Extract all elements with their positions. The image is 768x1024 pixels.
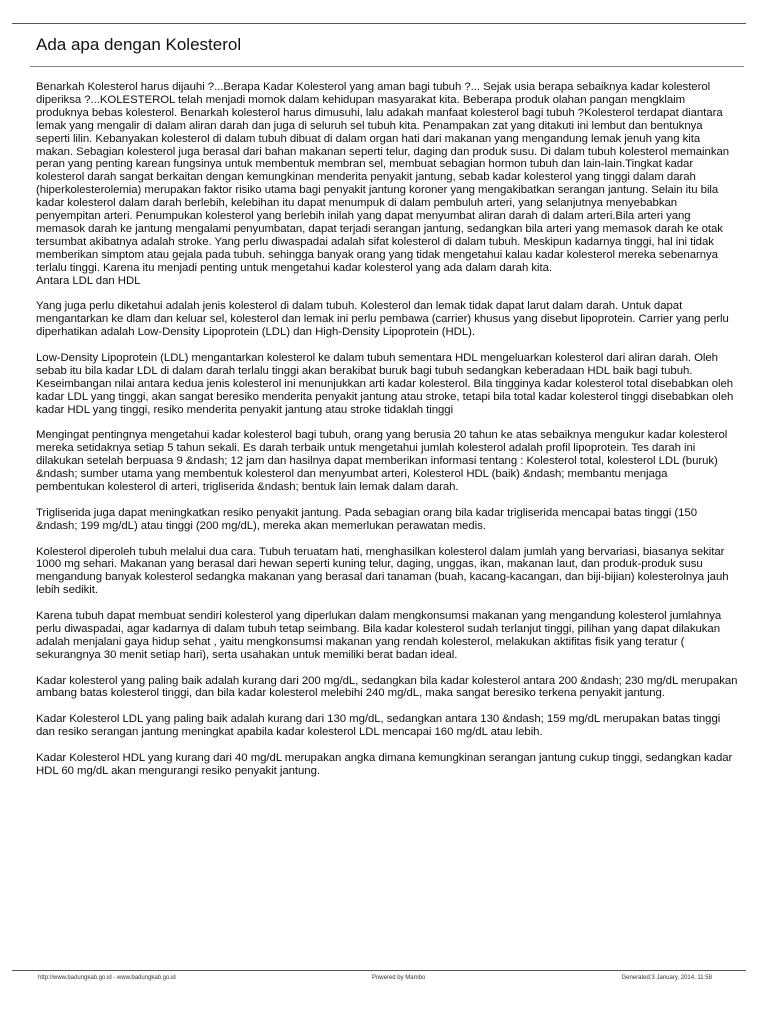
- paragraph-total-levels: Kadar kolesterol yang paling baik adalah kurang dari 200 mg/dL, sedangkan bila kadar kolesterol antara 200 &ndash; 230 mg/dL merupakan ambang batas kolesterol tinggi, dan bila kadar kolesterol melebihi 240 mg/dL, maka sangat beresiko terkena penyakit jantung.: [36, 674, 738, 700]
- top-rule: [12, 23, 746, 24]
- page-footer: [38, 975, 712, 981]
- paragraph-intro: Benarkah Kolesterol harus dijauhi ?...Berapa Kadar Kolesterol yang aman bagi tubuh ?... Sejak usia berapa sebaiknya kadar kolesterol diperiksa ?...KOLESTEROL telah menjadi momok dalam kehidupan masyarakat kita. Beberapa produk olahan pangan mengklaim produknya bebas kolesterol. Benarkah kolesterol harus dimusuhi, lalu adakah manfaat kolesterol bagi tubuh ?Kolesterol terdapat diantara lemak yang mengalir di dalam aliran darah dan juga di seluruh sel tubuh kita. Penampakan zat yang ditakuti ini lembut dan bentuknya seperti lilin. Kebanyakan kolesterol di dalam tubuh dibuat di dalam organ hati dari makanan yang mengandung lemak jenuh yang kita makan. Sebagian kolesterol juga berasal dari bahan makanan seperti telur, daging dan produk susu. Di dalam tubuh kolesterol memainkan peran yang penting karean fungsinya untuk membentuk membran sel, membuat sebagian hormon tubuh dan lain-lain.Tingkat kadar kolesterol darah sangat berkaitan dengan kemungkinan menderita penyakit jantung, sebab kadar kolesterol yang tinggi dalam darah (hiperkolesterolemia) merupakan faktor risiko utama bagi penyakit jantung koroner yang mengakibatkan serangan jantung. Selain itu bila kadar kolesterol dalam darah berlebih, kelebihan itu dapat menumpuk di dalam pembuluh arteri, yang selanjutnya menyebabkan penyempitan arteri. Penumpukan kolesterol yang berlebih inilah yang dapat menyumbat aliran darah di dalam arteri.Bila arteri yang memasok darah ke jantung mengalami penyumbatan, dapat terjadi serangan jantung, sedangkan bila arteri yang memasok darah ke otak tersumbat akibatnya adalah stroke. Yang perlu diwaspadai adalah sifat kolesterol di dalam tubuh. Meskipun kadarnya tinggi, hal ini tidak memberikan simptom atau gejala pada tubuh. sehingga banyak orang yang tidak mengetahui kalau kadar kolesterol mereka sebenarnya terlalu tinggi. Karena itu menjadi penting untuk mengetahui kadar kolesterol yang ada dalam darah kita.: [36, 81, 730, 274]
- paragraph-sources: Kolesterol diperoleh tubuh melalui dua cara. Tubuh teruatam hati, menghasilkan kolesterol dalam jumlah yang bervariasi, biasanya sekitar 1000 mg sehari. Makanan yang berasal dari hewan seperti kuning telur, daging, unggas, ikan, makanan laut, dan produk-produk susu mengandung banyak kolesterol sedangka makanan yang berasal dari tanaman (buah, kacang-kacangan, dan biji-bijian) kolesterolnya jauh lebih sedikit.: [36, 545, 729, 597]
- paragraph-hdl-levels: Kadar Kolesterol HDL yang kurang dari 40 mg/dL merupakan angka dimana kemungkinan serangan jantung cukup tinggi, sedangkan kadar HDL 60 mg/dL akan mengurangi resiko penyakit jantung.: [36, 751, 733, 777]
- paragraph-trigliserida: Trigliserida juga dapat meningkatkan resiko penyakit jantung. Pada sebagian orang bila kadar trigliserida mencapai batas tinggi (150 &ndash; 199 mg/dL) atau tinggi (200 mg/dL), mereka akan memerlukan perawatan medis.: [36, 506, 698, 532]
- title-rule: [30, 66, 744, 67]
- subheading-ldl-hdl: Antara LDL dan HDL: [36, 274, 141, 287]
- paragraph-ldl: Low-Density Lipoprotein (LDL) mengantarkan kolesterol ke dalam tubuh sementara HDL mengeluarkan kolesterol dari aliran darah. Oleh sebab itu bila kadar LDL di dalam darah terlalu tinggi akan berakibat buruk bagi tubuh sedangkan keberadaan HDL baik bagi tubuh. Keseimbangan nilai antara kedua jenis kolesterol ini menunjukkan arti kadar kolesterol. Bila tingginya kadar kolesterol total disebabkan oleh kadar LDL yang tinggi, akan sangat beresiko menderita penyakit jantung atau stroke, tetapi bila total kadar kolesterol tinggi disebabkan oleh kadar HDL yang tinggi, resiko menderita penyakit jantung atau stroke tidaklah tinggi: [36, 352, 734, 416]
- footer-url[interactable]: http://www.badungkab.go.id - www.badungkab.go.id: [38, 975, 176, 981]
- footer-powered-by: Powered by Mambo: [371, 975, 426, 981]
- footer-generated: Generated:3 January, 2014, 11:58: [621, 975, 712, 981]
- paragraph-lifestyle: Karena tubuh dapat membuat sendiri kolesterol yang diperlukan dalam mengkonsumsi makanan yang mengandung kolesterol jumlahnya perlu diwaspadai, agar kadarnya di dalam tubuh tetap seimbang. Bila kadar kolesterol sudah terlanjut tinggi, pilihan yang dapat dilakukan adalah menjalani gaya hidup sehat , yaitu mengkonsumsi makanan yang rendah kolesterol, melakukan aktifitas fisik yang teratur ( sekurangnya 30 menit setiap hari), serta usahakan untuk memiliki berat badan ideal.: [36, 610, 722, 661]
- paragraph-lipoprotein: Yang juga perlu diketahui adalah jenis kolesterol di dalam tubuh. Kolesterol dan lemak tidak dapat larut dalam darah. Untuk dapat mengantarkan ke dlam dan keluar sel, kolesterol dan lemak ini perlu pembawa (carrier) khusus yang disebut lipoprotein. Carrier yang perlu diperhatikan adalah Low-Density Lipoprotein (LDL) dan High-Density Lipoprotein (HDL).: [36, 300, 729, 339]
- page-title: Ada apa dengan Kolesterol: [36, 35, 242, 54]
- article-body: [36, 81, 738, 791]
- paragraph-testing: Mengingat pentingnya mengetahui kadar kolesterol bagi tubuh, orang yang berusia 20 tahun ke atas sebaiknya mengukur kadar kolesterol mereka setidaknya setiap 5 tahun sekali. Es darah terbaik untuk mengetahui jumlah kolesterol adalah profil lipoprotein. Tes darah ini dilakukan setelah berpuasa 9 &ndash; 12 jam dan hasilnya dapat memberikan informasi tentang : Kolesterol total, kolesterol LDL (buruk) &ndash; sumber utama yang membentuk kolesterol dan menyumbat arteri, Kolesterol HDL (baik) &ndash; membantu menjaga pembentukan kolesterol di arteri, trigliserida &ndash; bentuk lain lemak dalam darah.: [36, 429, 728, 494]
- paragraph-ldl-levels: Kadar Kolesterol LDL yang paling baik adalah kurang dari 130 mg/dL, sedangkan antara 130 &ndash; 159 mg/dL merupakan batas tinggi dan resiko serangan jantung meningkat apabila kadar kolesterol LDL mencapai 160 mg/dL atau lebih.: [36, 713, 721, 739]
- footer-rule: [12, 970, 746, 971]
